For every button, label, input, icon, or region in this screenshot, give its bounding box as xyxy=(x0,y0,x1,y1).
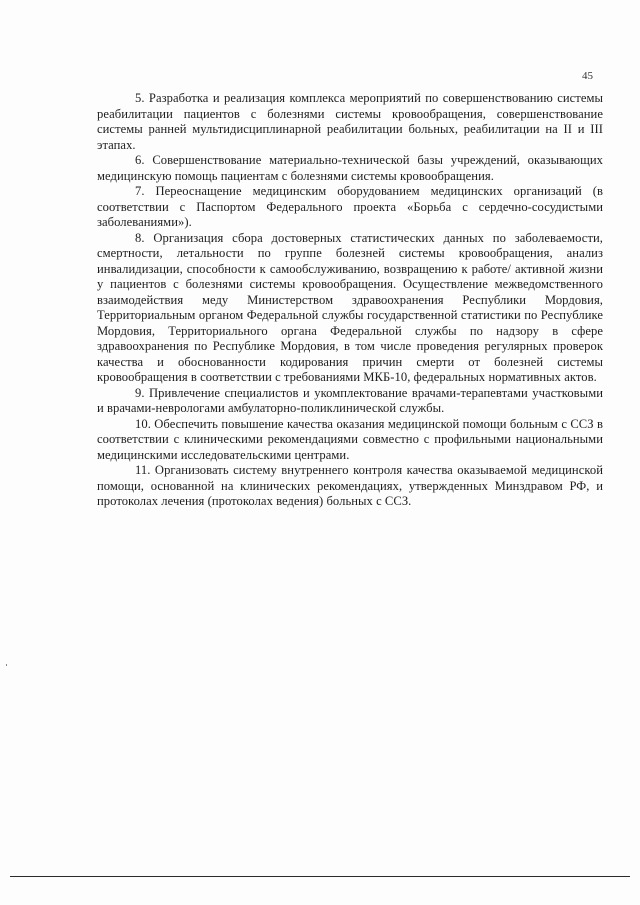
paragraph-item-9: 9. Привлечение специалистов и укомплектование врачами-терапевтами участковыми и врачами-неврологами амбулаторно-поликлинической службы. xyxy=(97,385,603,415)
paragraph-item-8: 8. Организация сбора достоверных статистических данных по заболеваемости, смертности, летальности по группе болезней системы кровообращения, анализ инвалидизации, способности к самообслуживанию, возвращению к работе/ активной жизни у пациентов с болезнями системы кровообращения. Осуществление межведомственного взаимодействия меду Министерством здравоохранения Республики Мордовия, Территориальным органом Федеральной службы государственной статистики по Республике Мордовия, Территориального органа Федеральной службы по надзору в сфере здравоохранения по Республике Мордовия, в том числе проведения регулярных проверок качества и обоснованности кодирования причин смерти от болезней системы кровообращения в соответствии с требованиями МКБ-10, федеральных нормативных актов. xyxy=(97,230,603,384)
bottom-scan-rule xyxy=(10,876,630,877)
paragraph-item-10: 10. Обеспечить повышение качества оказания медицинской помощи больным с ССЗ в соответствии с клиническими рекомендациями совместно с профильными национальными медицинскими исследовательскими центрами. xyxy=(97,416,603,462)
paragraph-item-5: 5. Разработка и реализация комплекса мероприятий по совершенствованию системы реабилитации пациентов с болезнями системы кровообращения, совершенствование системы ранней мультидисциплинарной реабилитации больных, реабилитации на II и III этапах. xyxy=(97,91,603,152)
page-number: 45 xyxy=(582,70,593,82)
scan-speck xyxy=(6,664,7,666)
document-body xyxy=(97,91,603,510)
paragraph-item-11: 11. Организовать систему внутреннего контроля качества оказываемой медицинской помощи, основанной на клинических рекомендациях, утвержденных Минздравом РФ, и протоколах лечения (протоколах ведения) больных с ССЗ. xyxy=(97,463,603,508)
paragraph-item-6: 6. Совершенствование материально-технической базы учреждений, оказывающих медицинскую помощь пациентам с болезнями системы кровообращения. xyxy=(97,153,603,183)
paragraph-item-7: 7. Переоснащение медицинским оборудованием медицинских организаций (в соответствии с Паспортом Федерального проекта «Борьба с сердечно-сосудистыми заболеваниями»). xyxy=(97,184,603,229)
